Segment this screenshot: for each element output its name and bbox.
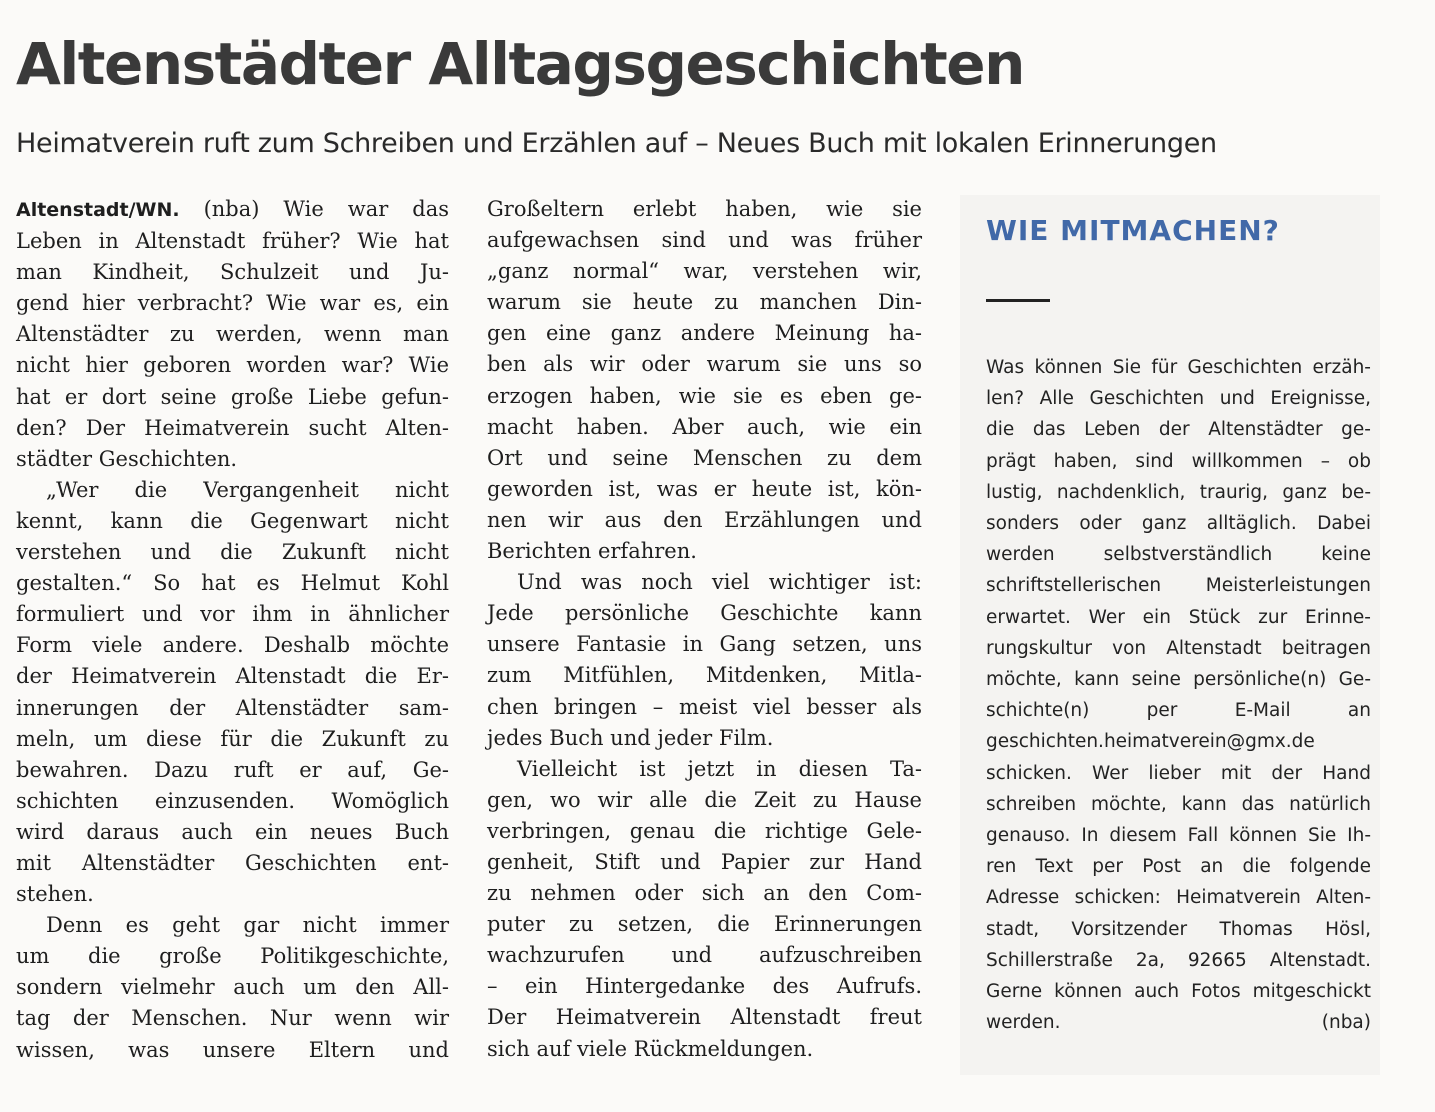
info-line: Was können Sie für Geschichten erzäh- [986, 357, 1371, 378]
headline: Altenstädter Alltagsgeschichten [16, 30, 1024, 98]
info-line: lustig, nachdenklich, traurig, ganz be- [986, 481, 1371, 503]
info-line: werden. (nba) [986, 1012, 1371, 1034]
info-line: len? Alle Geschichten und Ereignisse, [986, 388, 1371, 410]
col2-line: erzogen haben, wie sie es eben ge- [487, 383, 922, 408]
col2-line: puter zu setzen, die Erinnerungen [487, 912, 922, 937]
col2-line: zum Mitfühlen, Mitdenken, Mitla- [487, 663, 922, 688]
col2-line: aufgewachsen sind und was früher [487, 228, 922, 253]
info-line: Gerne können auch Fotos mitgeschickt [986, 981, 1371, 1003]
col2-line: chen bringen – meist viel besser als [487, 694, 922, 719]
col1-line: um die große Politikgeschichte, [16, 944, 449, 969]
col2-line: – ein Hintergedanke des Aufrufs. [487, 974, 922, 999]
col2-line: macht haben. Aber auch, wie ein [487, 414, 922, 439]
col1-line-0: Altenstadt/WN. (nba) Wie war das [16, 197, 449, 221]
col2-line: jedes Buch und jeder Film. [487, 725, 774, 750]
col2-line: zu nehmen oder sich an den Com- [487, 881, 922, 906]
col1-line: schichten einzusenden. Womöglich [16, 788, 449, 813]
col1-line: kennt, kann die Gegenwart nicht [16, 508, 449, 533]
info-email: geschichten.heimatverein@gmx.de [986, 731, 1315, 753]
col1-line: meln, um diese für die Zukunft zu [16, 726, 449, 751]
col1-line: hat er dort seine große Liebe gefun- [16, 384, 449, 409]
info-line: erwartet. Wer ein Stück zur Erinne- [986, 606, 1371, 628]
col1-line: man Kindheit, Schulzeit und Ju- [16, 260, 449, 285]
col1-line: städter Geschichten. [16, 446, 238, 471]
col2-line: Großeltern erlebt haben, wie sie [487, 197, 922, 221]
col1-line: verstehen und die Zukunft nicht [16, 540, 449, 565]
col1-line: bewahren. Dazu ruft er auf, Ge- [16, 757, 449, 782]
info-line: schichte(n) per E-Mail an [986, 700, 1371, 722]
col2-line: unsere Fantasie in Gang setzen, uns [487, 632, 922, 657]
col2-line: Berichten erfahren. [487, 539, 697, 564]
col2-line: wachzurufen und aufzuschreiben [487, 943, 922, 968]
col2-line: verbringen, genau die richtige Gele- [487, 818, 922, 843]
col2-line: gen eine ganz andere Meinung ha- [487, 321, 922, 346]
info-box-body [986, 352, 1371, 1038]
info-line: Adresse schicken: Heimatverein Alten- [986, 887, 1371, 909]
info-line: möchte, kann seine persönliche(n) Ge- [986, 669, 1371, 691]
col1-line: nicht hier geboren worden war? Wie [16, 353, 449, 378]
col2-line: Der Heimatverein Altenstadt freut [487, 1005, 922, 1030]
col1-line: gend hier verbracht? Wie war es, ein [16, 291, 449, 316]
info-line: schicken. Wer lieber mit der Hand [986, 762, 1371, 784]
col2-line: Jede persönliche Geschichte kann [487, 601, 922, 626]
col2-line: Und was noch viel wichtiger ist: [517, 570, 922, 595]
col2-line: Ort und seine Menschen zu dem [487, 445, 922, 470]
col1-line: sondern vielmehr auch um den All- [16, 975, 449, 1000]
col2-line: Vielleicht ist jetzt in diesen Ta- [517, 756, 922, 781]
col2-line: „ganz normal“ war, verstehen wir, [487, 259, 922, 284]
info-line: schreiben möchte, kann das natürlich [986, 793, 1371, 815]
col2-line: sich auf viele Rückmeldungen. [487, 1036, 814, 1061]
col1-line: gestalten.“ So hat es Helmut Kohl [16, 571, 449, 596]
col2-line: warum sie heute zu manchen Din- [487, 290, 922, 315]
info-line: die das Leben der Altenstädter ge- [986, 419, 1371, 441]
col2-line: ben als wir oder warum sie uns so [487, 352, 922, 377]
col1-line: Form viele andere. Deshalb möchte [16, 633, 449, 658]
col1-line: Altenstädter zu werden, wenn man [16, 322, 449, 347]
col1-line: Denn es geht gar nicht immer [46, 913, 449, 938]
info-line: werden selbstverständlich keine [986, 544, 1371, 566]
info-line: prägt haben, sind willkommen – ob [986, 450, 1371, 472]
col1-line: mit Altenstädter Geschichten ent- [16, 850, 449, 875]
info-line: sonders oder ganz alltäglich. Dabei [986, 513, 1371, 535]
info-line: stadt, Vorsitzender Thomas Hösl, [986, 918, 1371, 940]
col2-line: gen, wo wir alle die Zeit zu Hause [487, 787, 922, 812]
col1-line: wissen, was unsere Eltern und [16, 1037, 449, 1062]
info-line: schriftstellerischen Meisterleistungen [986, 575, 1371, 597]
col1-line: den? Der Heimatverein sucht Alten- [16, 415, 449, 440]
info-line: rungskultur von Altenstadt beitragen [986, 637, 1371, 659]
info-line: genauso. In diesem Fall können Sie Ih- [986, 825, 1371, 847]
col1-line: „Wer die Vergangenheit nicht [46, 477, 449, 502]
col1-line: stehen. [16, 882, 94, 907]
col1-line: Leben in Altenstadt früher? Wie hat [16, 229, 449, 254]
info-box-divider [986, 299, 1050, 302]
info-line: ren Text per Post an die folgende [986, 856, 1371, 878]
dateline: Altenstadt/WN. [16, 199, 180, 221]
col1-line: tag der Menschen. Nur wenn wir [16, 1006, 449, 1031]
col2-line: genheit, Stift und Papier zur Hand [487, 849, 922, 874]
info-line: Schillerstraße 2a, 92665 Altenstadt. [986, 949, 1371, 971]
col1-line: wird daraus auch ein neues Buch [16, 819, 449, 844]
col1-line: innerungen der Altenstädter sam- [16, 695, 449, 720]
subheadline: Heimatverein ruft zum Schreiben und Erzählen auf – Neues Buch mit lokalen Erinnerungen [16, 128, 1217, 159]
article-column-2 [487, 194, 922, 1065]
col2-line: geworden ist, was er heute ist, kön- [487, 476, 922, 501]
col1-line: der Heimatverein Altenstadt die Er- [16, 664, 449, 689]
col1-line: formuliert und vor ihm in ähnlicher [16, 602, 449, 627]
col2-line: nen wir aus den Erzählungen und [487, 507, 922, 532]
info-box-title: WIE MITMACHEN? [986, 214, 1280, 247]
article-column-1 [16, 194, 449, 1066]
